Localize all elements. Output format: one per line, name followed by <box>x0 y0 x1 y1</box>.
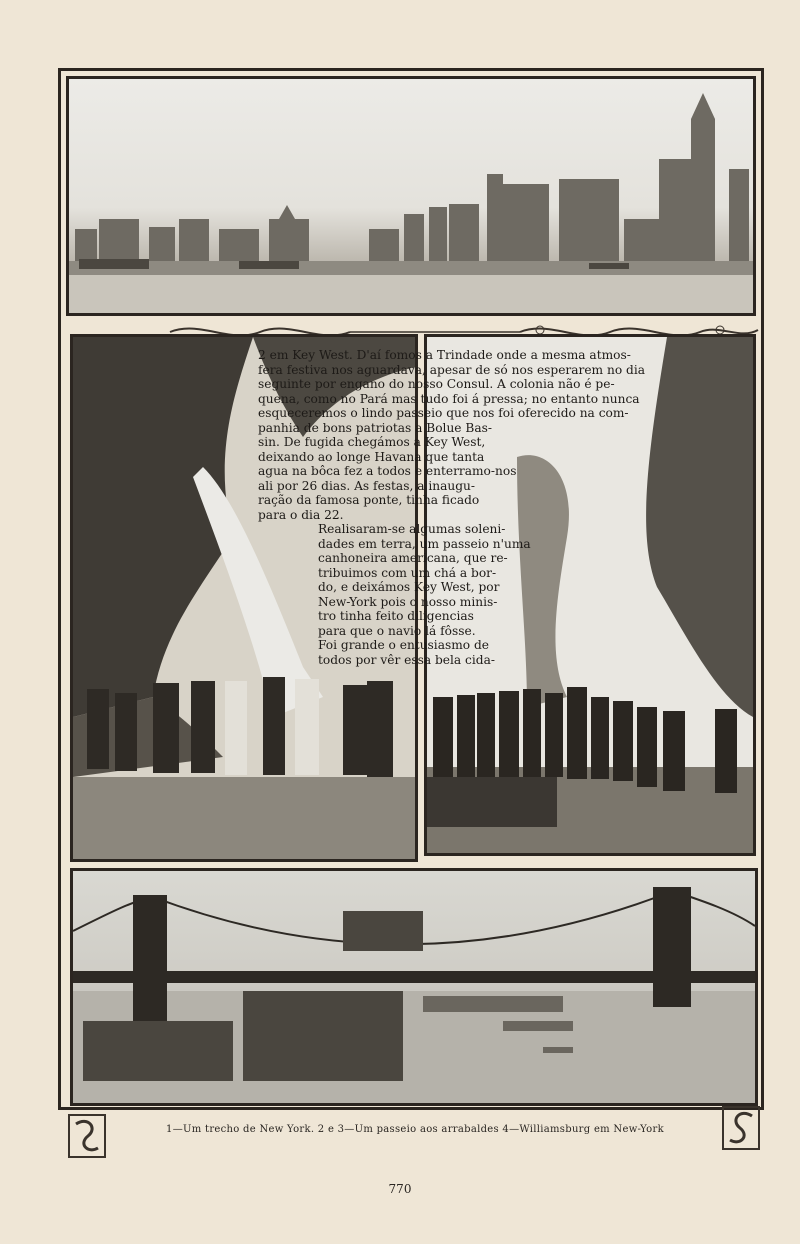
figure-caption: 1—Um trecho de New York. 2 e 3—Um passeio aos arrabaldes 4—Williamsburg em New-York <box>166 1124 664 1135</box>
article-line: ração da famosa ponte, tinha ficado <box>258 493 480 507</box>
article-line: para que o navio lá fôsse. <box>318 623 476 638</box>
article-line: deixando ao longe Havana que tanta <box>258 449 485 464</box>
corner-ornament-right <box>722 1106 760 1150</box>
article-line: ali por 26 dias. As festas, a inaugu- <box>258 478 475 493</box>
article-text <box>258 348 646 667</box>
skyline-illustration <box>69 79 753 313</box>
article-line: panhia de bons patriotas a Bolue Bas- <box>258 420 492 435</box>
article-line: Foi grande o entusiasmo de <box>318 638 490 652</box>
corner-ornament-left <box>68 1114 106 1158</box>
article-line: seguinte por engano do nosso Consul. A colonia não é pe- <box>258 377 615 391</box>
article-line: do, e deixámos Key West, por <box>318 580 500 594</box>
bridge-illustration <box>73 871 755 1103</box>
article-line: New-York pois o nosso minis- <box>318 594 498 609</box>
article-line: tro tinha feito diligencias <box>318 609 474 623</box>
article-line: 2 em Key West. D'aí fomos a Trindade onde a mesma atmos- <box>258 348 631 362</box>
article-line: esqueceremos o lindo passeio que nos foi oferecido na com- <box>258 406 629 420</box>
article-line: tribuimos com um chá a bor- <box>318 565 497 580</box>
photo-williamsburg-bridge <box>70 868 758 1106</box>
article-line: canhoneira americana, que re- <box>318 551 508 565</box>
article-line: para o dia 22. <box>258 507 344 522</box>
article-line: Realisaram-se algumas soleni- <box>318 522 506 536</box>
photo-new-york-skyline <box>66 76 756 316</box>
article-line: fera festiva nos aguardava, apesar de só nos esperarem no dia <box>258 362 646 377</box>
page-number: 770 <box>388 1182 412 1196</box>
article-line: quena, como no Pará mas tudo foi á pressa; no entanto nunca <box>258 391 640 406</box>
article-line: sin. De fugida chegámos a Key West, <box>258 435 486 449</box>
article-line: todos por vêr essa bela cida- <box>318 652 495 667</box>
article-line: agua na bôca fez a todos e enterramo-nos <box>258 464 517 478</box>
article-line: dades em terra, um passeio n'uma <box>318 536 531 551</box>
